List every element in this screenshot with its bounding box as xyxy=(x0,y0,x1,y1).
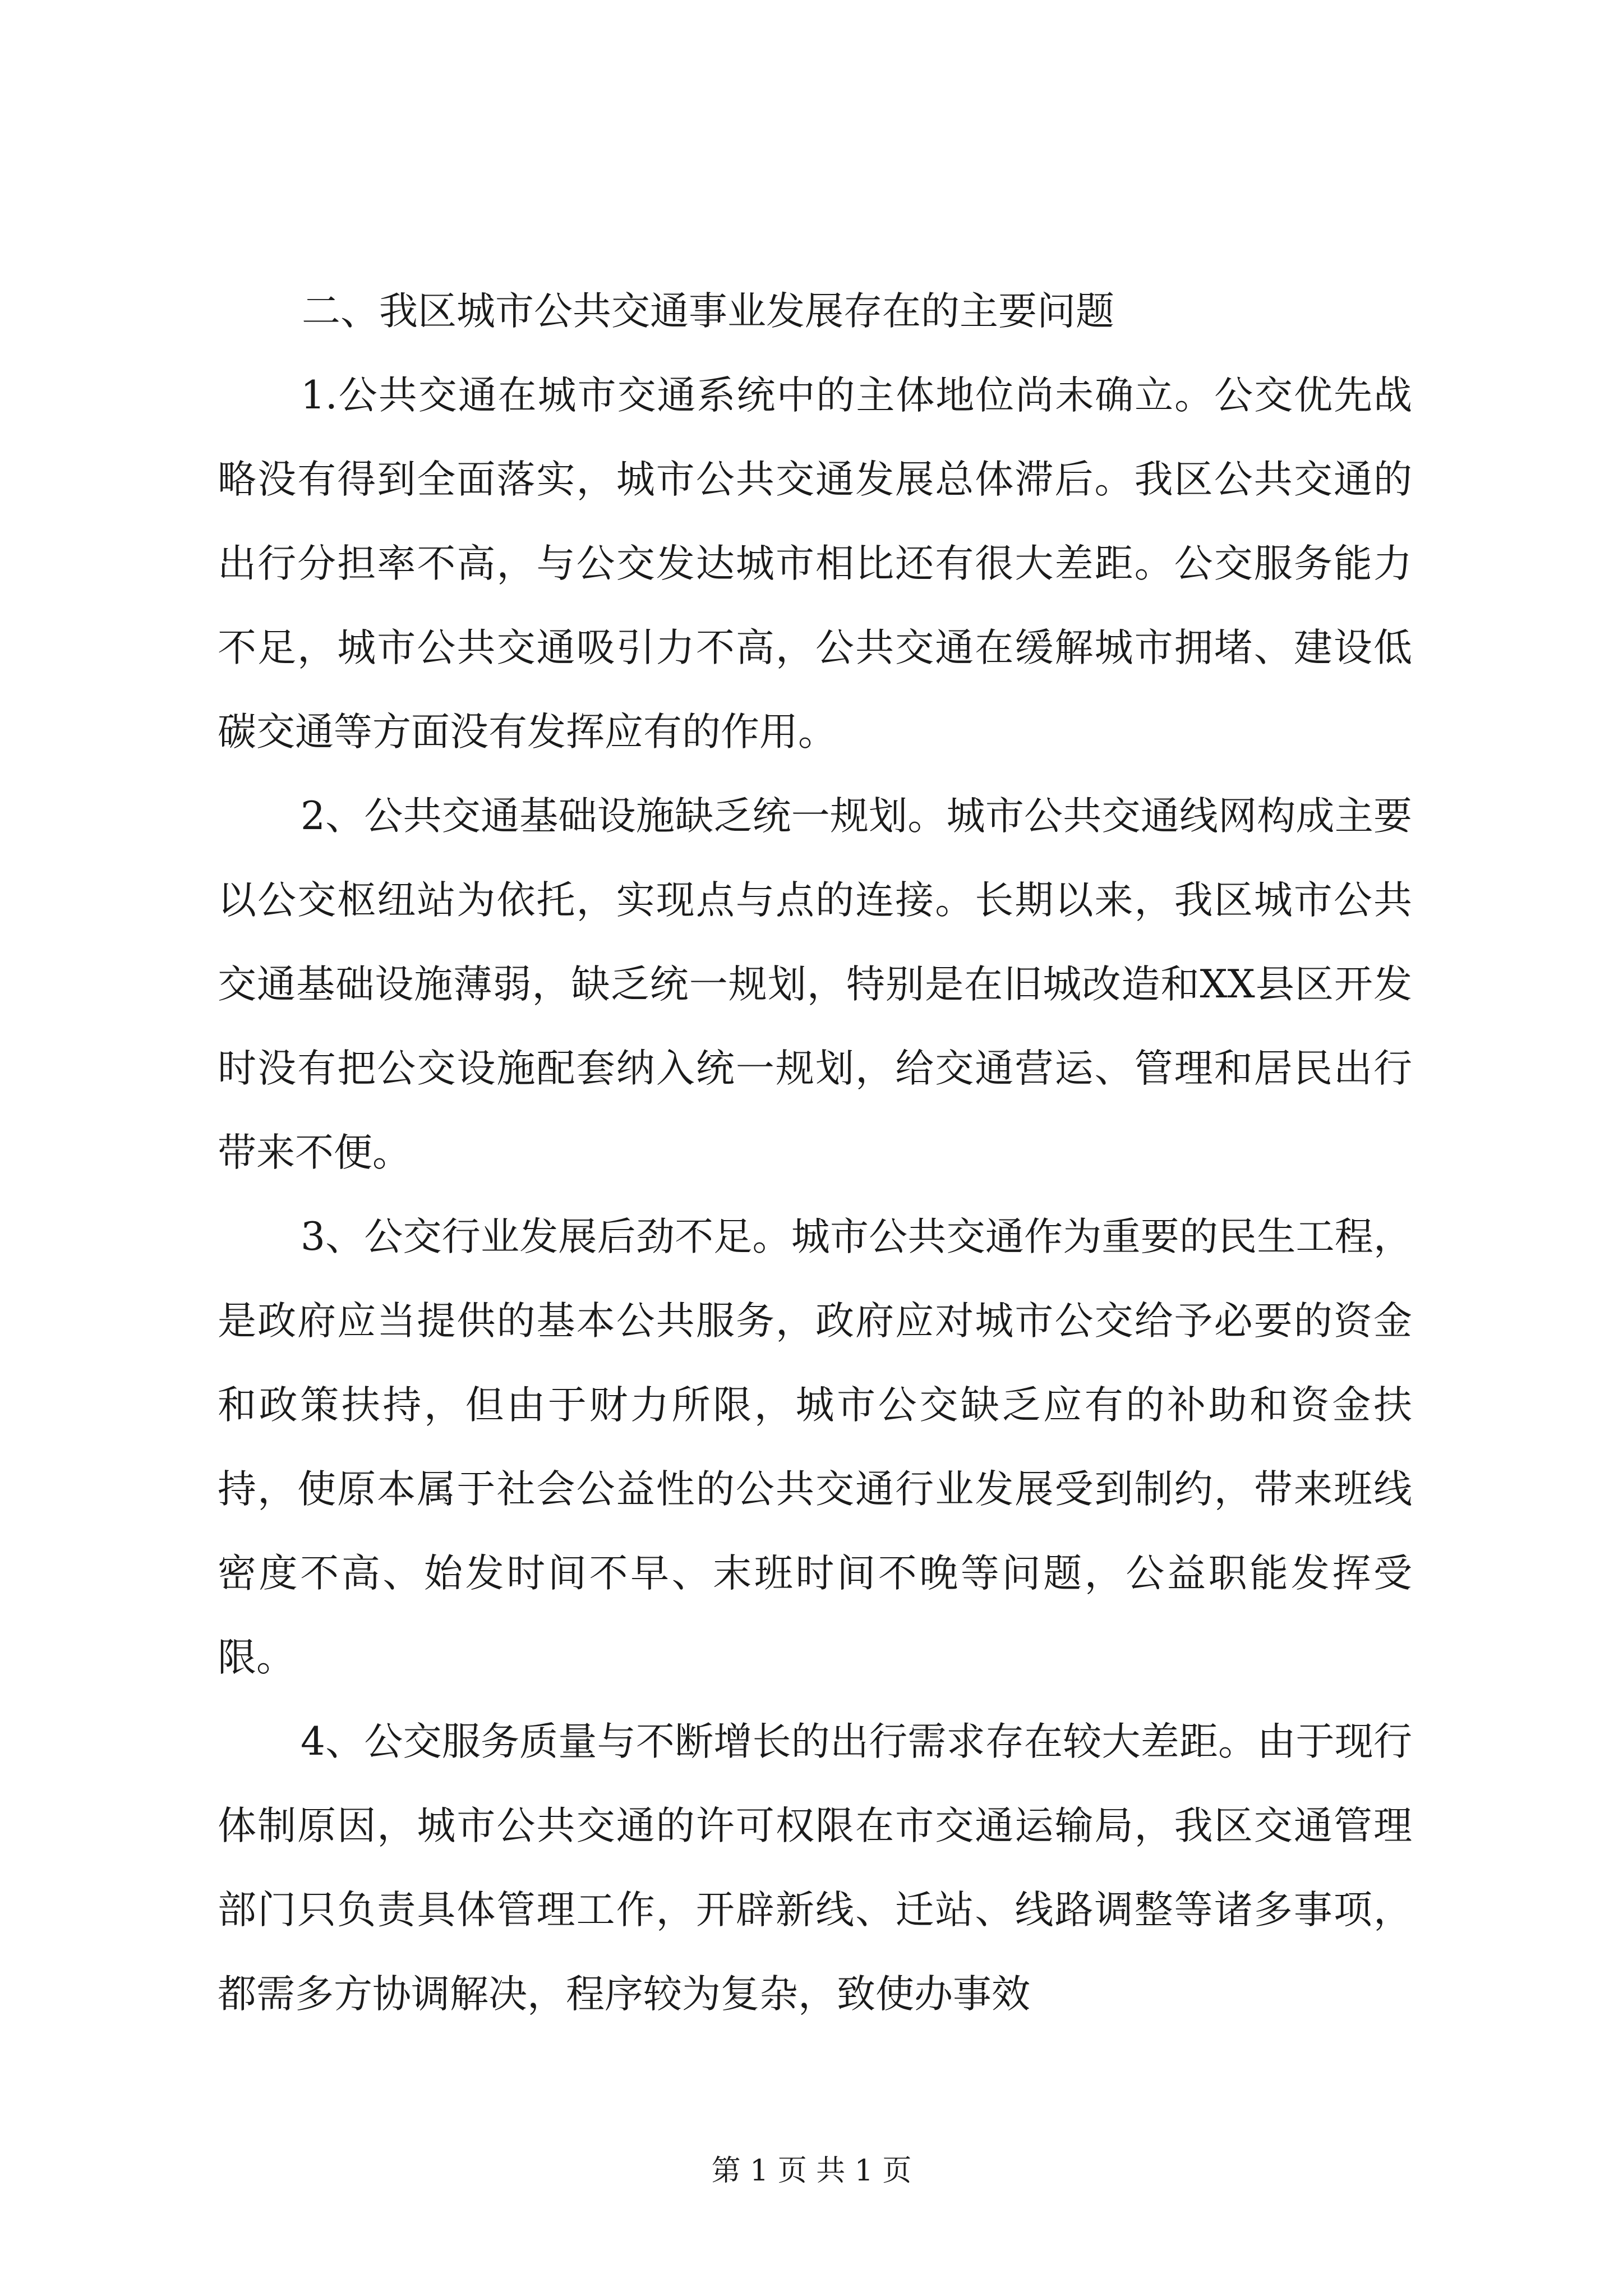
paragraph-3: 3、公交行业发展后劲不足。城市公共交通作为重要的民生工程，是政府应当提供的基本公共服务，政府应对城市公交给予必要的资金和政策扶持，但由于财力所限，城市公交缺乏应有的补助和资金扶持，使原本属于社会公益性的公共交通行业发展受到制约，带来班线密度不高、始发时间不早、末班时间不晚等问题，公益职能发挥受限。 xyxy=(218,1214,1412,1680)
paragraph-1: 1.公共交通在城市交通系统中的主体地位尚未确立。公交优先战略没有得到全面落实，城市公共交通发展总体滞后。我区公共交通的出行分担率不高，与公交发达城市相比还有很大差距。公交服务能力不足，城市公共交通吸引力不高，公共交通在缓解城市拥堵、建设低碳交通等方面没有发挥应有的作用。 xyxy=(218,373,1412,754)
paragraph-2: 2、公共交通基础设施缺乏统一规划。城市公共交通线网构成主要以公交枢纽站为依托，实现点与点的连接。长期以来，我区城市公共交通基础设施薄弱，缺乏统一规划，特别是在旧城改造和XX县区开发时没有把公交设施配套纳入统一规划，给交通营运、管理和居民出行带来不便。 xyxy=(218,794,1412,1175)
paragraph-4: 4、公交服务质量与不断增长的出行需求存在较大差距。由于现行体制原因，城市公共交通的许可权限在市交通运输局，我区交通管理部门只负责具体管理工作，开辟新线、迁站、线路调整等诸多事项，都需多方协调解决，程序较为复杂，致使办事效 xyxy=(218,1719,1412,2017)
page-footer: 第 1 页 共 1 页 xyxy=(711,2154,912,2188)
section-heading: 二、我区城市公共交通事业发展存在的主要问题 xyxy=(302,289,1114,334)
document-body xyxy=(218,269,1412,2036)
